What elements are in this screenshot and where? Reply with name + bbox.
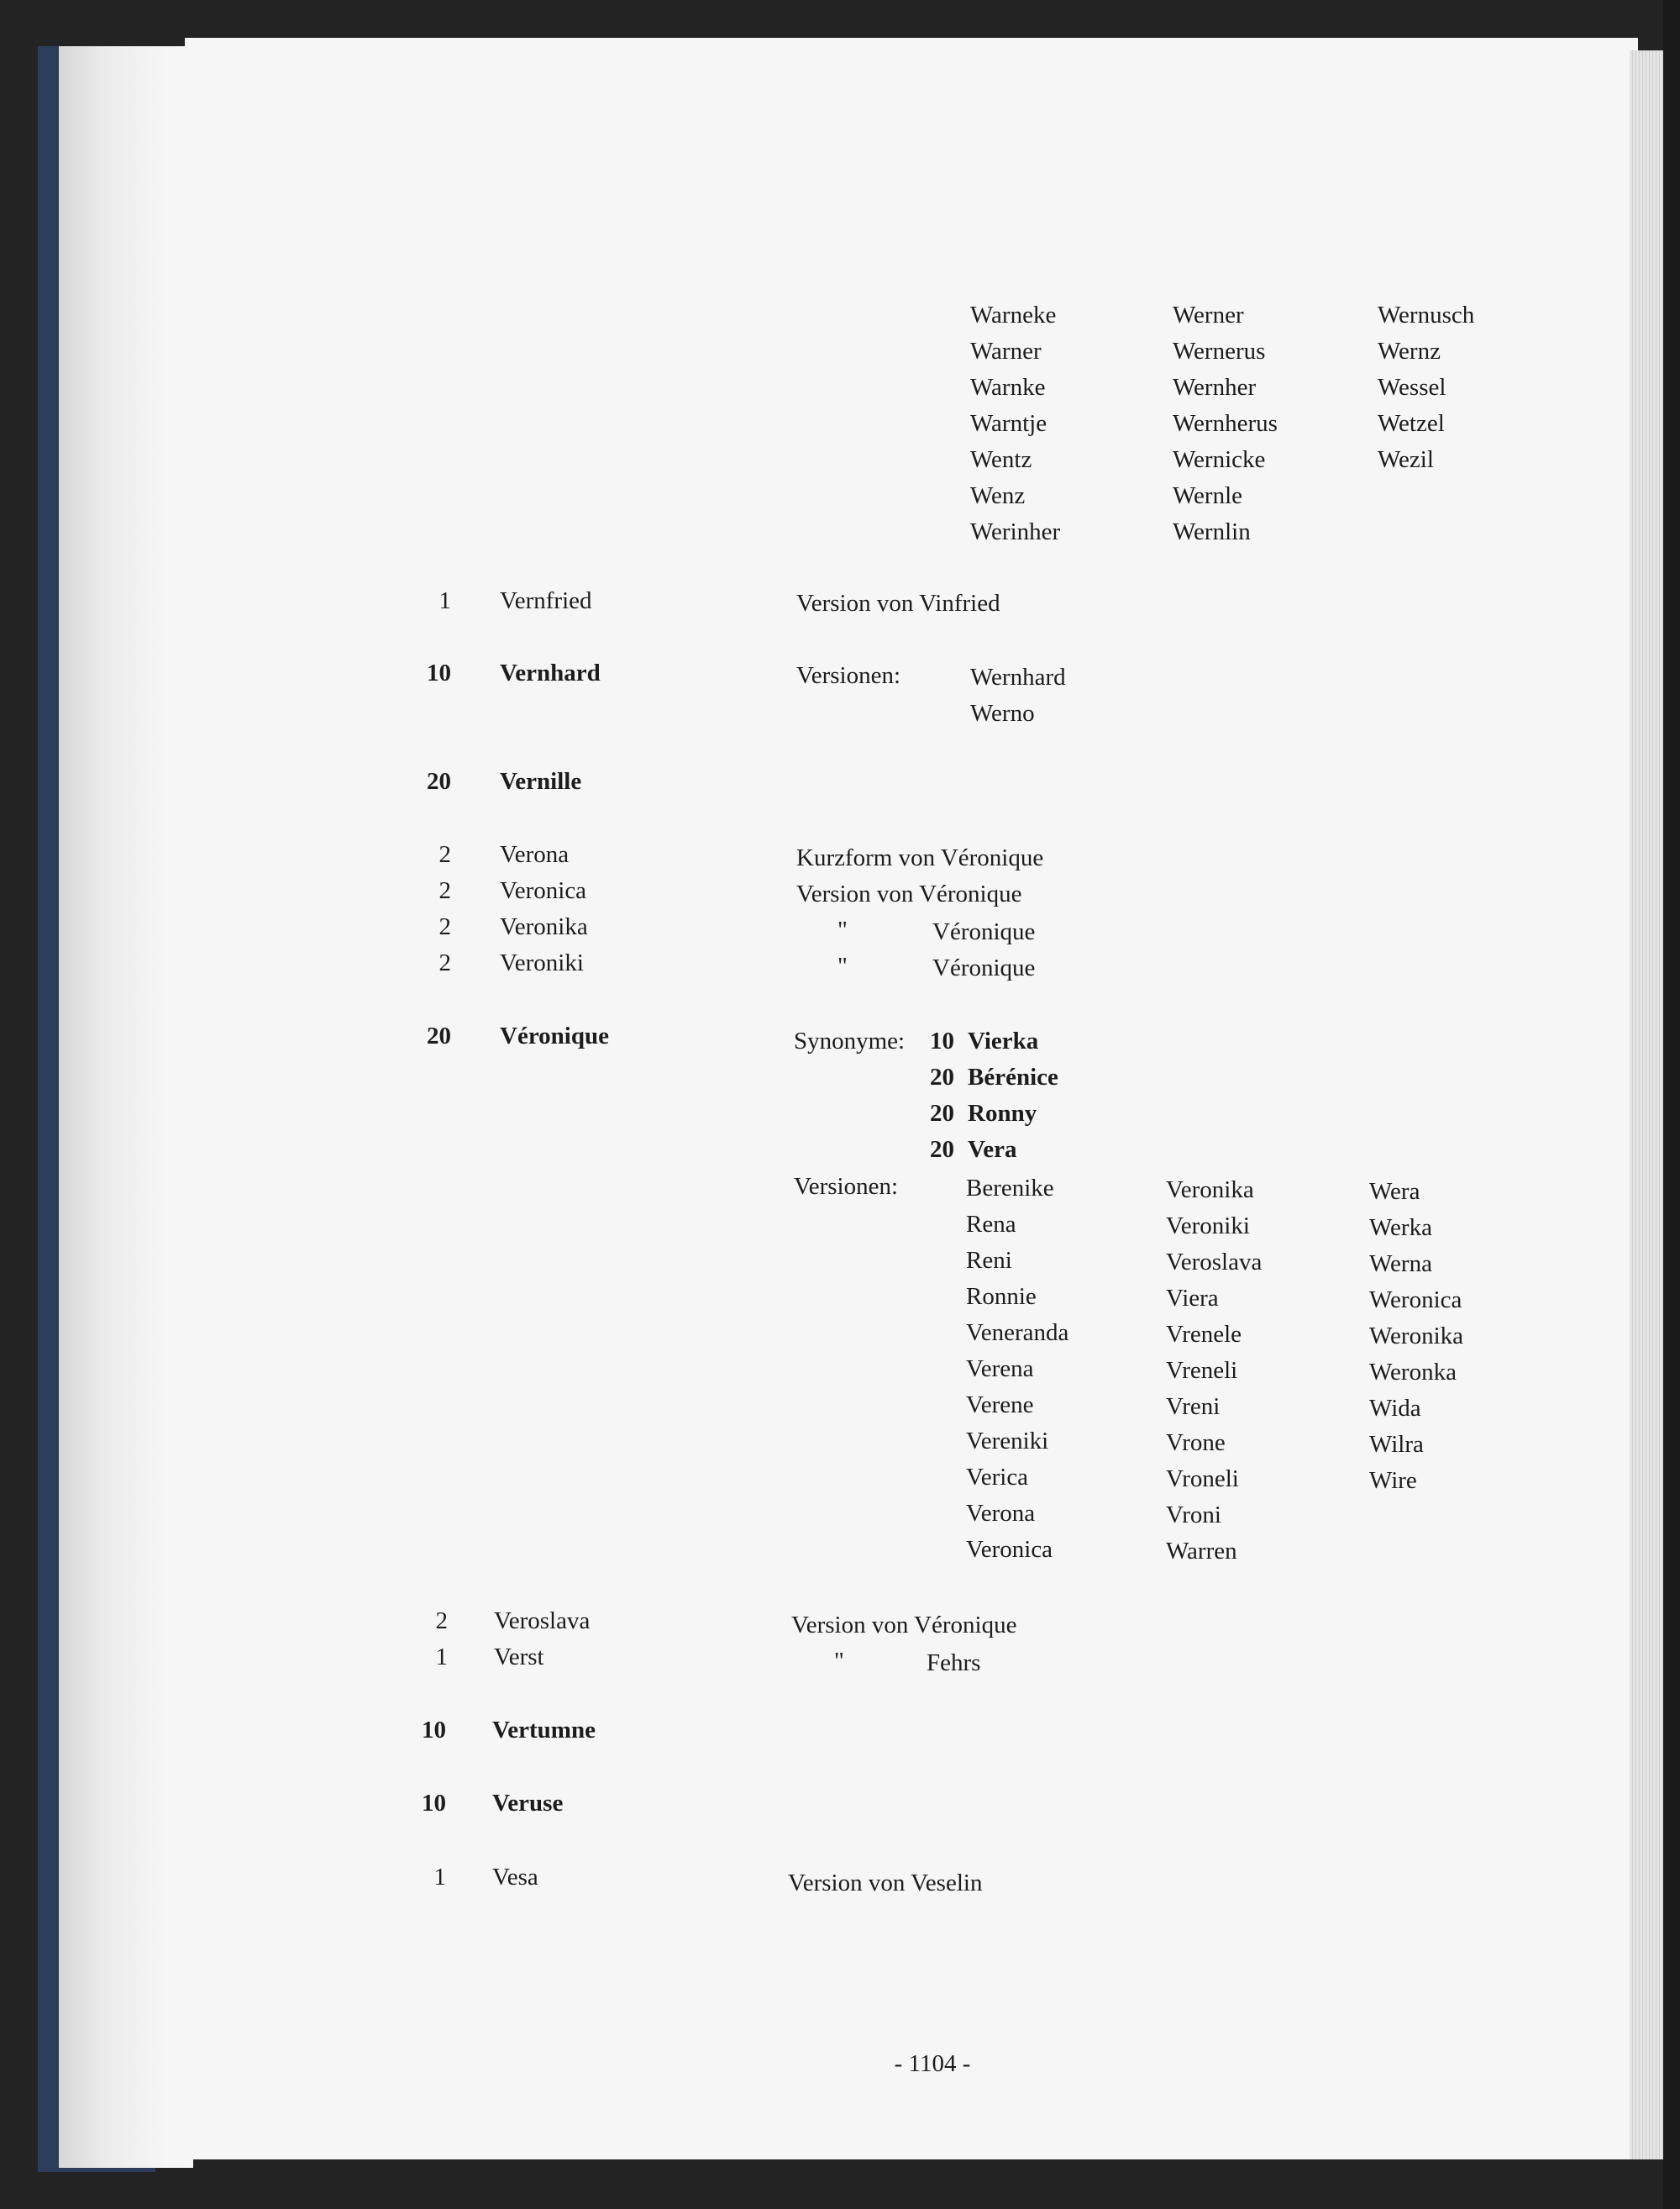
entry-name: Veruse [492, 1790, 564, 1817]
entry-description: Version von Véronique [796, 881, 1022, 907]
entry-name: Veroslava [494, 1607, 591, 1634]
version-item: Wernhard [970, 664, 1066, 691]
name-item: Wernz [1378, 338, 1441, 365]
ditto-mark: " [837, 953, 848, 980]
name-item: Wernusch [1378, 302, 1475, 329]
version-item: Vroneli [1166, 1465, 1239, 1492]
version-item: Verona [966, 1500, 1036, 1527]
version-item: Veroniki [1166, 1212, 1250, 1239]
entry-name: Véronique [500, 1023, 609, 1049]
name-item: Wezil [1378, 446, 1434, 473]
entry-name: Verst [494, 1644, 544, 1670]
entry-number: 20 [427, 768, 451, 795]
version-item: Weronica [1369, 1286, 1462, 1313]
name-item: Wernlin [1173, 518, 1251, 545]
entry-name: Veronica [500, 877, 587, 904]
synonym-name: Bérénice [968, 1064, 1058, 1091]
name-item: Wentz [970, 446, 1032, 473]
version-item: Reni [966, 1247, 1012, 1274]
version-item: Warren [1166, 1538, 1237, 1565]
entry-description: Kurzform von Véronique [796, 844, 1044, 871]
name-item: Warneke [970, 302, 1057, 329]
versions-label: Versionen: [794, 1173, 899, 1200]
version-item: Vrenele [1166, 1321, 1242, 1348]
entry-number: 1 [435, 1644, 448, 1670]
entry-number: 1 [438, 587, 451, 614]
version-item: Vreni [1166, 1393, 1221, 1420]
version-item: Verena [966, 1355, 1034, 1382]
name-item: Wernicke [1173, 446, 1266, 473]
entry-name: Vernhard [500, 660, 601, 686]
entry-name: Vesa [492, 1864, 538, 1891]
ditto-mark: " [834, 1648, 844, 1675]
entry-number: 2 [438, 913, 451, 940]
name-item: Wernher [1173, 374, 1257, 401]
page-edges-left [59, 46, 193, 2168]
name-item: Wernherus [1173, 410, 1278, 437]
entry-name: Verona [500, 841, 570, 868]
synonym-name: Vierka [968, 1028, 1039, 1055]
page-edges-right [1630, 50, 1667, 2159]
version-item: Vroni [1166, 1502, 1221, 1528]
synonym-number: 20 [930, 1064, 954, 1091]
name-item: Wernerus [1173, 338, 1266, 365]
entry-description: Véronique [932, 918, 1036, 945]
version-item: Verica [966, 1464, 1029, 1491]
entry-name: Veroniki [500, 949, 584, 976]
entry-number: 10 [427, 660, 451, 686]
synonym-number: 20 [930, 1136, 954, 1163]
synonym-name: Ronny [968, 1100, 1037, 1127]
synonym-name: Vera [968, 1136, 1017, 1163]
version-item: Berenike [966, 1175, 1054, 1202]
entry-name: Vernille [500, 768, 582, 795]
book-spine-right [1663, 0, 1680, 2209]
entry-description: Version von Vinfried [796, 590, 1000, 617]
version-item: Veronica [966, 1536, 1053, 1563]
name-item: Warner [970, 338, 1042, 365]
version-item: Vereniki [966, 1428, 1049, 1454]
version-item: Weronika [1369, 1323, 1464, 1349]
entry-description: Véronique [932, 955, 1036, 981]
version-item: Veroslava [1166, 1249, 1263, 1275]
entry-number: 20 [427, 1023, 451, 1049]
name-item: Wenz [970, 482, 1026, 509]
version-item: Ronnie [966, 1283, 1037, 1310]
ditto-mark: " [837, 917, 848, 944]
version-item: Weronka [1369, 1359, 1457, 1386]
version-item: Veneranda [966, 1319, 1069, 1346]
version-item: Werno [970, 700, 1035, 727]
entry-name: Vertumne [492, 1717, 596, 1744]
entry-number: 10 [422, 1790, 446, 1817]
name-item: Wernle [1173, 482, 1243, 509]
entry-number: 2 [435, 1607, 448, 1634]
version-item: Wilra [1369, 1431, 1424, 1458]
version-item: Verene [966, 1391, 1034, 1418]
entry-name: Vernfried [500, 587, 592, 614]
versions-label: Versionen: [796, 662, 901, 689]
version-item: Vreneli [1166, 1357, 1238, 1384]
synonym-number: 10 [930, 1028, 954, 1055]
entry-number: 10 [422, 1717, 446, 1744]
name-item: Werner [1173, 302, 1244, 329]
version-item: Werka [1369, 1214, 1432, 1241]
synonyms-label: Synonyme: [794, 1028, 906, 1055]
version-item: Wire [1369, 1467, 1417, 1494]
name-item: Werinher [970, 518, 1061, 545]
entry-description: Version von Véronique [791, 1612, 1017, 1638]
entry-number: 2 [438, 949, 451, 976]
version-item: Wera [1369, 1178, 1420, 1205]
version-item: Vrone [1166, 1429, 1226, 1456]
version-item: Wida [1369, 1395, 1421, 1422]
entry-number: 2 [438, 877, 451, 904]
name-item: Wessel [1378, 374, 1446, 401]
version-item: Viera [1166, 1285, 1219, 1312]
name-item: Warntje [970, 410, 1047, 437]
name-item: Warnke [970, 374, 1046, 401]
entry-name: Veronika [500, 913, 588, 940]
version-item: Veronika [1166, 1176, 1254, 1203]
synonym-number: 20 [930, 1100, 954, 1127]
entry-description: Version von Veselin [788, 1870, 983, 1896]
version-item: Werna [1369, 1250, 1432, 1277]
version-item: Rena [966, 1211, 1016, 1238]
page-number: - 1104 - [894, 2050, 971, 2077]
name-item: Wetzel [1378, 410, 1445, 437]
entry-number: 1 [433, 1864, 446, 1891]
entry-number: 2 [438, 841, 451, 868]
entry-description: Fehrs [927, 1649, 981, 1676]
